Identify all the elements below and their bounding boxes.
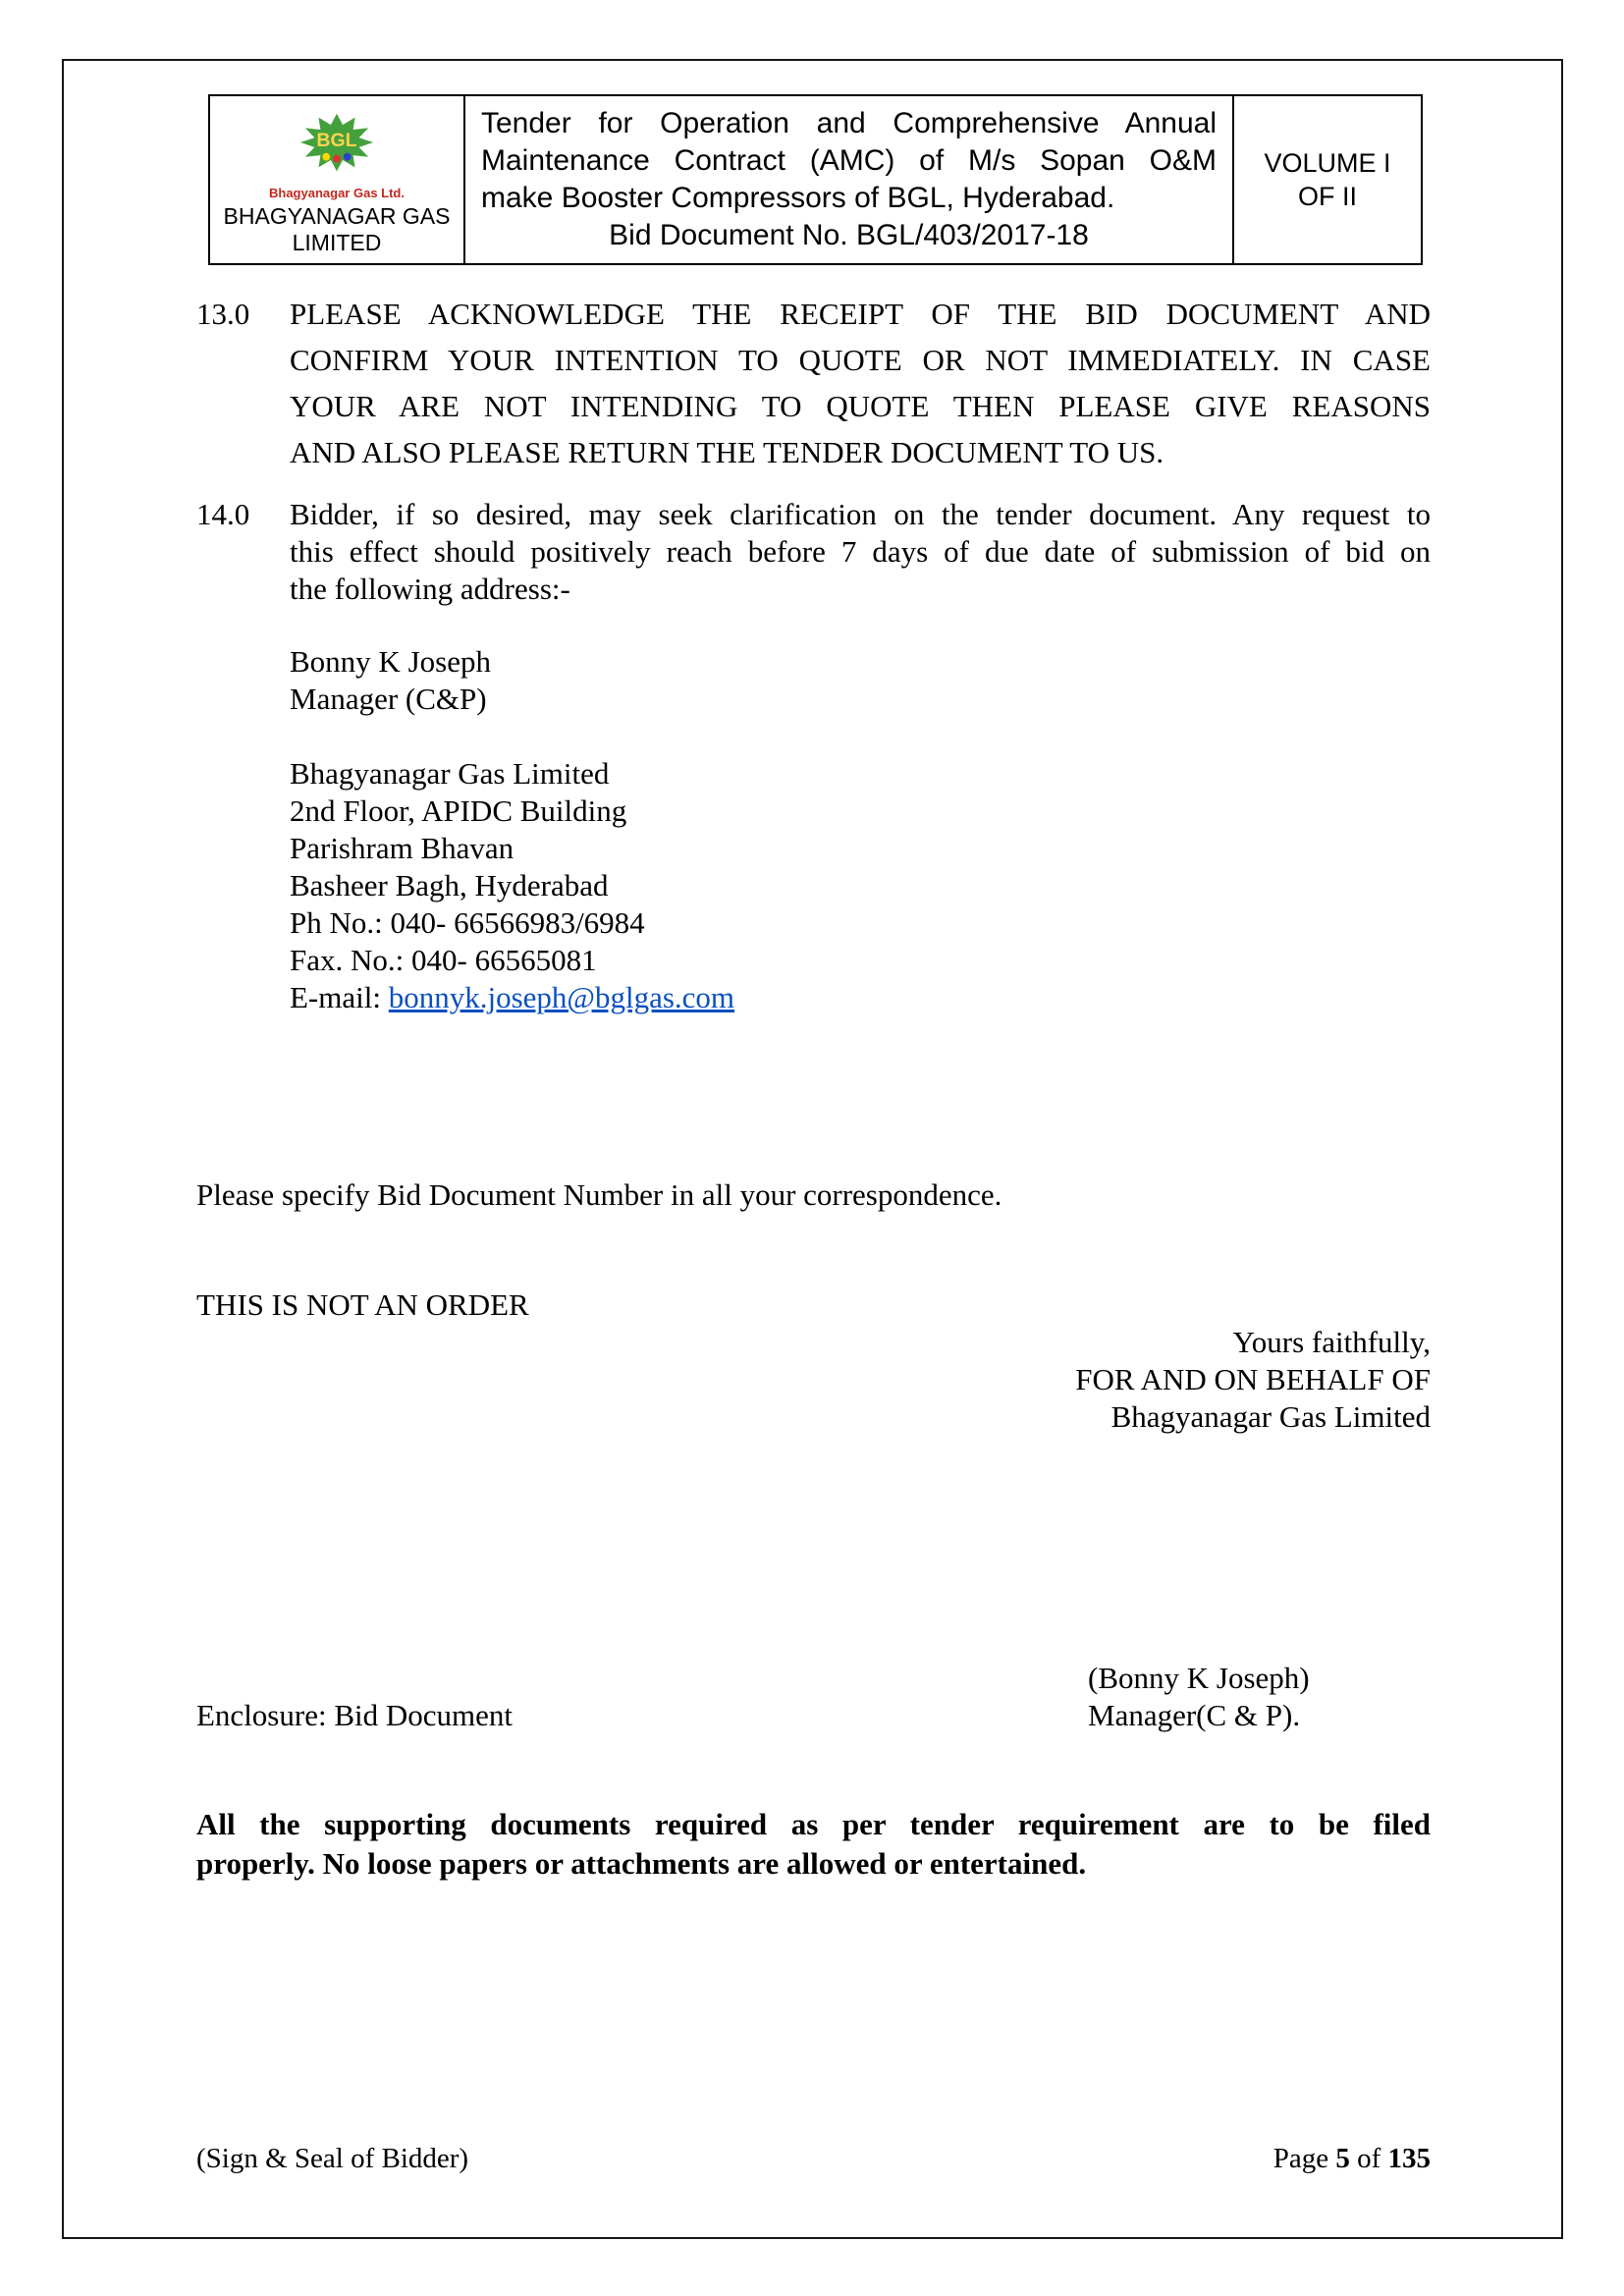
email-line [290, 979, 734, 1016]
clause-14-line-1: Bidder, if so desired, may seek clarification on the tender document. Any request to [290, 497, 1431, 531]
specify-note: Please specify Bid Document Number in all your correspondence. [196, 1177, 1002, 1212]
clause-13-number: 13.0 [196, 297, 250, 331]
volume-line-2: OF II [1298, 182, 1357, 211]
email-link[interactable]: bonnyk.joseph@bglgas.com [388, 980, 735, 1014]
company-name [224, 203, 451, 256]
signatory-name: (Bonny K Joseph) [1088, 1661, 1310, 1695]
logo-drop-blue [344, 152, 352, 160]
logo-drop-yellow [322, 152, 330, 160]
bgl-logo-icon [274, 104, 400, 185]
supporting-documents-note [196, 1805, 1431, 1884]
clause-13-line-3: YOUR ARE NOT INTENDING TO QUOTE THEN PLEASE GIVE REASONS [290, 389, 1431, 423]
clause-14-text [290, 496, 1431, 608]
logo-cell [210, 96, 465, 263]
company-name-line1: BHAGYANAGAR GAS [223, 202, 451, 229]
address-company: Bhagyanagar Gas Limited [290, 756, 610, 791]
page-total: 135 [1387, 2143, 1431, 2174]
clause-14 [196, 496, 1431, 608]
clause-14-number: 14.0 [196, 497, 250, 531]
company-name-line2: LIMITED [292, 229, 382, 255]
email-label: E-mail: [290, 980, 389, 1014]
header-table [208, 94, 1423, 265]
volume-label [1232, 96, 1421, 263]
clause-13-line-1: PLEASE ACKNOWLEDGE THE RECEIPT OF THE BID DOCUMENT AND [290, 297, 1431, 331]
not-an-order-note: THIS IS NOT AN ORDER [196, 1287, 529, 1322]
page-number [196, 2143, 1431, 2175]
tender-title-line-3: make Booster Compressors of BGL, Hyderabad. [481, 182, 1115, 214]
clause-13 [196, 291, 1431, 475]
address-spacer [290, 718, 734, 755]
address-phone: Ph No.: 040- 66566983/6984 [290, 905, 645, 940]
logo-drop-red [333, 154, 341, 162]
address-building: Parishram Bhavan [290, 831, 514, 865]
clause-13-line-4: AND ALSO PLEASE RETURN THE TENDER DOCUMENT TO US. [290, 435, 1164, 469]
tender-title-line-1: Tender for Operation and Comprehensive Annual [481, 107, 1217, 139]
sign-off-company: Bhagyanagar Gas Limited [1110, 1399, 1431, 1434]
volume-line-1: VOLUME I [1264, 148, 1391, 178]
for-and-on-behalf: FOR AND ON BEHALF OF [1075, 1362, 1431, 1396]
enclosure-note: Enclosure: Bid Document [196, 1698, 513, 1732]
signatory-designation: Manager(C & P). [1088, 1698, 1301, 1732]
clause-14-line-2: this effect should positively reach before 7 days of due date of submission of bid on [290, 534, 1431, 569]
clause-14-line-3: the following address:- [290, 572, 570, 606]
tender-title-line-2: Maintenance Contract (AMC) of M/s Sopan O&M [481, 144, 1217, 177]
logo-caption: Bhagyanagar Gas Ltd. [269, 185, 405, 200]
bid-document-number: Bid Document No. BGL/403/2017-18 [609, 219, 1089, 251]
yours-faithfully: Yours faithfully, [1232, 1325, 1431, 1359]
page-label: Page [1272, 2143, 1336, 2174]
contact-address [290, 643, 734, 1016]
clause-13-line-2: CONFIRM YOUR INTENTION TO QUOTE OR NOT IMMEDIATELY. IN CASE [290, 343, 1431, 377]
logo-acronym: BGL [316, 129, 357, 151]
address-city: Basheer Bagh, Hyderabad [290, 868, 609, 902]
page-of-label: of [1349, 2143, 1388, 2174]
signature-block [1088, 1660, 1310, 1734]
address-floor: 2nd Floor, APIDC Building [290, 793, 627, 828]
supporting-documents-line-2: properly. No loose papers or attachments are allowed or entertained. [196, 1846, 1087, 1881]
clause-13-text [290, 291, 1431, 475]
sign-off-block [196, 1324, 1431, 1436]
tender-title [465, 96, 1232, 263]
address-fax: Fax. No.: 040- 66565081 [290, 943, 597, 977]
contact-name: Bonny K Joseph [290, 644, 491, 679]
contact-designation: Manager (C&P) [290, 682, 487, 716]
supporting-documents-line-1: All the supporting documents required as per tender requirement are to be filed [196, 1807, 1431, 1841]
sign-seal-note: (Sign & Seal of Bidder) [196, 2143, 469, 2174]
page-current: 5 [1335, 2143, 1350, 2174]
